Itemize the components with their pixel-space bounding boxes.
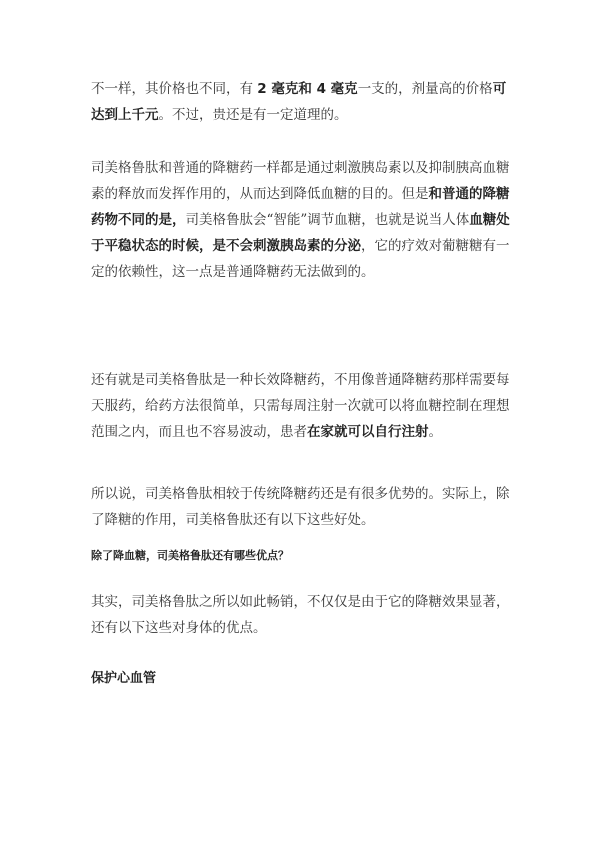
bold-price: 可达到上千元	[91, 81, 507, 123]
paragraph-mechanism	[91, 155, 511, 285]
text-run: 所以说，司美格鲁肽相较于传统降糖药还是有很多优势的。实际上，除了降糖的作用，司美格鲁肽还有以下这些好处。	[91, 486, 510, 528]
paragraph-popularity	[91, 589, 511, 641]
bold-stable-glucose: 血糖处于平稳状态的时候，是不会刺激胰岛素的分泌	[91, 212, 510, 254]
section-heading-cardiovascular: 保护心血管	[91, 671, 157, 686]
bold-dosage: 2 毫克和 4 毫克	[257, 81, 358, 97]
bold-self-injection: 在家就可以自行注射	[307, 424, 429, 440]
paragraph-advantages	[91, 481, 511, 533]
text-run: 。	[428, 424, 442, 440]
paragraph-price	[91, 76, 511, 128]
text-run: 一支的，剂量高的价格	[357, 81, 493, 97]
section-heading-benefits: 除了降血糖，司美格鲁肽还有哪些优点？	[91, 549, 289, 562]
paragraph-long-acting	[91, 367, 511, 445]
text-run: 。不过，贵还是有一定道理的。	[158, 107, 348, 123]
text-run: 还有就是司美格鲁肽是一种长效降糖药，不用像普通降糖药那样需要每天服药，给药方法很简单，只需每周注射一次就可以将血糖控制在理想范围之内，而且也不容易波动，患者	[91, 372, 510, 440]
text-run: 不一样，其价格也不同，有	[91, 81, 258, 97]
text-run: 司美格鲁肽和普通的降糖药一样都是通过刺激胰岛素以及抑制胰高血糖素的释放而发挥作用的，从而达到降低血糖的目的。但是	[91, 160, 510, 202]
text-run: 其实，司美格鲁肽之所以如此畅销，不仅仅是由于它的降糖效果显著，还有以下这些对身体的优点。	[91, 594, 510, 636]
bold-difference: 和普通的降糖药物不同的是，	[91, 186, 510, 228]
text-run: 司美格鲁肽会“智能”调节血糖，也就是说当人体	[185, 212, 470, 228]
text-run: ，它的疗效对葡糖糖有一定的依赖性，这一点是普通降糖药无法做到的。	[91, 238, 510, 280]
